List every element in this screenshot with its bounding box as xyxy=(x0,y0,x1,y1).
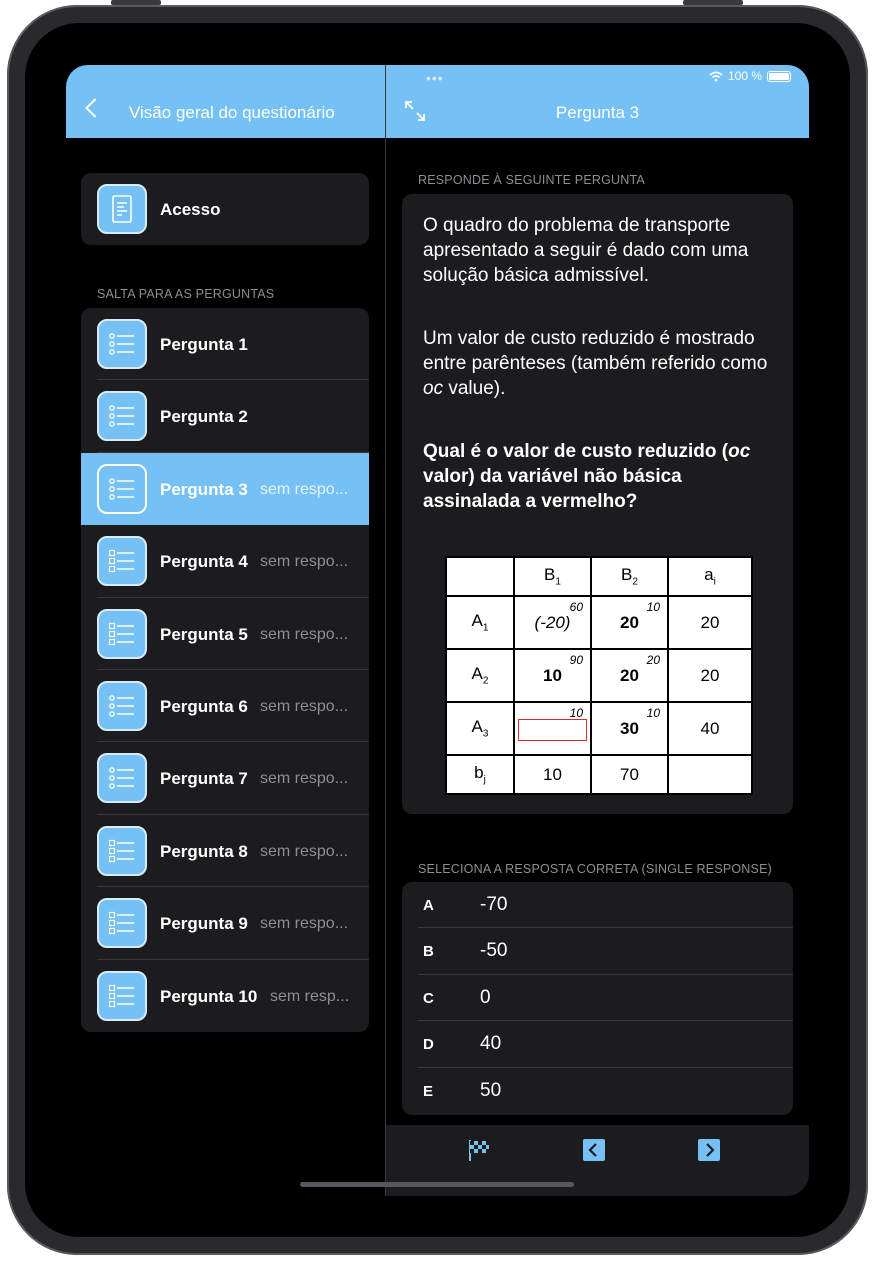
question-label: Pergunta 8 xyxy=(160,841,248,861)
question-card xyxy=(402,194,793,814)
col-header: $a_i$ xyxy=(668,557,752,596)
question-detail-pane xyxy=(386,65,809,1196)
left-nav-bar xyxy=(66,65,385,138)
answer-option-b[interactable] xyxy=(402,928,793,974)
access-row[interactable] xyxy=(81,173,369,245)
prompt-caption: RESPONDE À SEGUINTE PERGUNTA xyxy=(418,173,645,187)
checklist-icon xyxy=(97,898,147,948)
row-header: $A_3$ xyxy=(446,702,514,755)
list-icon xyxy=(97,753,147,803)
question-status: sem respo... xyxy=(260,625,349,643)
answer-list xyxy=(402,882,793,1115)
answer-option-d[interactable] xyxy=(402,1021,793,1067)
access-label: Acesso xyxy=(160,200,221,219)
question-row-4[interactable] xyxy=(81,525,369,597)
answer-letter: E xyxy=(423,1082,434,1100)
question-row-7[interactable] xyxy=(81,742,369,814)
tableau-cell: 10 30 xyxy=(591,702,668,755)
answer-value: 50 xyxy=(480,1079,502,1101)
question-label: Pergunta 7 xyxy=(160,769,248,789)
tableau-cell: 10 20 xyxy=(591,596,668,649)
question-status: sem respo... xyxy=(260,842,349,860)
right-nav-bar xyxy=(386,65,809,138)
status-bar-right xyxy=(709,69,791,83)
demand-cell: 70 xyxy=(591,755,668,794)
question-label: Pergunta 6 xyxy=(160,696,248,716)
answer-value: -50 xyxy=(480,940,508,962)
screen xyxy=(66,65,809,1196)
question-status: sem respo... xyxy=(260,553,349,571)
question-row-8[interactable] xyxy=(81,815,369,887)
checklist-icon xyxy=(97,826,147,876)
question-label: Pergunta 5 xyxy=(160,624,248,644)
demand-cell xyxy=(668,755,752,794)
power-button xyxy=(683,0,743,5)
answer-option-e[interactable] xyxy=(402,1068,793,1114)
quiz-overview-pane xyxy=(66,65,385,1196)
question-label: Pergunta 2 xyxy=(160,407,248,427)
question-row-10[interactable] xyxy=(81,960,369,1032)
question-label: Pergunta 4 xyxy=(160,552,248,572)
answer-option-c[interactable] xyxy=(402,975,793,1021)
question-label: Pergunta 3 xyxy=(160,479,248,499)
overview-title: Visão geral do questionário xyxy=(129,103,335,122)
answer-letter: D xyxy=(423,1036,434,1054)
answers-caption: SELECIONA A RESPOSTA CORRETA (SINGLE RESPONSE) xyxy=(418,862,772,876)
list-icon xyxy=(97,681,147,731)
question-label: Pergunta 10 xyxy=(160,986,258,1006)
question-status: sem respo... xyxy=(260,770,349,788)
answer-option-a[interactable] xyxy=(402,882,793,928)
col-header: $B_2$ xyxy=(591,557,668,596)
red-highlight-box xyxy=(518,719,587,741)
question-status: sem respo... xyxy=(260,697,349,715)
question-status: sem respo... xyxy=(260,480,349,498)
tableau-cell: 20 20 xyxy=(591,649,668,702)
checklist-icon xyxy=(97,971,147,1021)
tableau-cell: 60 (-20) xyxy=(514,596,591,649)
row-header: $A_2$ xyxy=(446,649,514,702)
demand-cell: 10 xyxy=(514,755,591,794)
question-row-6[interactable] xyxy=(81,670,369,742)
tableau-corner xyxy=(446,557,514,596)
checklist-icon xyxy=(97,536,147,586)
answer-letter: C xyxy=(423,989,434,1007)
document-icon xyxy=(97,184,147,234)
col-header: $B_1$ xyxy=(514,557,591,596)
question-list xyxy=(81,308,369,1032)
question-paragraph-1: O quadro do problema de transporte apresentado a seguir é dado com uma solução básica admissível. xyxy=(423,215,749,286)
row-header: $b_j$ xyxy=(446,755,514,794)
multitasking-dots[interactable]: ••• xyxy=(426,70,444,86)
question-prompt: Qual é o valor de custo reduzido (oc valor) da variável não básica assinalada a vermelho? xyxy=(423,441,751,512)
supply-cell: 20 xyxy=(668,596,752,649)
question-row-5[interactable] xyxy=(81,598,369,670)
answer-value: -70 xyxy=(480,894,508,915)
access-card xyxy=(81,173,369,245)
battery-icon xyxy=(767,71,791,82)
list-icon xyxy=(97,391,147,441)
checklist-icon xyxy=(97,609,147,659)
battery-percent: 100 % xyxy=(727,69,762,83)
question-status: sem respo... xyxy=(260,915,349,933)
question-row-2[interactable] xyxy=(81,380,369,452)
wifi-icon xyxy=(709,71,723,82)
answer-letter: A xyxy=(423,897,434,914)
next-question-icon[interactable] xyxy=(697,1138,721,1162)
supply-cell: 40 xyxy=(668,702,752,755)
supply-cell: 20 xyxy=(668,649,752,702)
question-title: Pergunta 3 xyxy=(555,103,640,122)
highlighted-cell: 10 xyxy=(514,702,591,755)
question-status: sem resp... xyxy=(270,987,350,1005)
back-chevron-icon[interactable] xyxy=(85,98,105,118)
question-label: Pergunta 1 xyxy=(160,335,248,354)
row-header: $A_1$ xyxy=(446,596,514,649)
jump-caption: SALTA PARA AS PERGUNTAS xyxy=(97,287,275,301)
list-icon xyxy=(97,319,147,369)
list-icon xyxy=(97,464,147,514)
question-row-3[interactable] xyxy=(81,453,369,525)
question-row-9[interactable] xyxy=(81,887,369,959)
answer-value: 40 xyxy=(480,1033,502,1055)
volume-up-button xyxy=(111,0,161,5)
finish-flag-icon[interactable] xyxy=(467,1138,491,1162)
home-indicator[interactable] xyxy=(300,1182,574,1187)
transport-tableau xyxy=(445,556,753,795)
tableau-cell: 90 10 xyxy=(514,649,591,702)
answer-letter: B xyxy=(423,943,434,961)
question-paragraph-2: Um valor de custo reduzido é mostrado entre parênteses (também referido como oc value). xyxy=(423,328,768,399)
question-row-1[interactable] xyxy=(81,308,369,380)
question-label: Pergunta 9 xyxy=(160,914,248,934)
previous-question-icon[interactable] xyxy=(582,1138,606,1162)
answer-value: 0 xyxy=(480,986,491,1008)
